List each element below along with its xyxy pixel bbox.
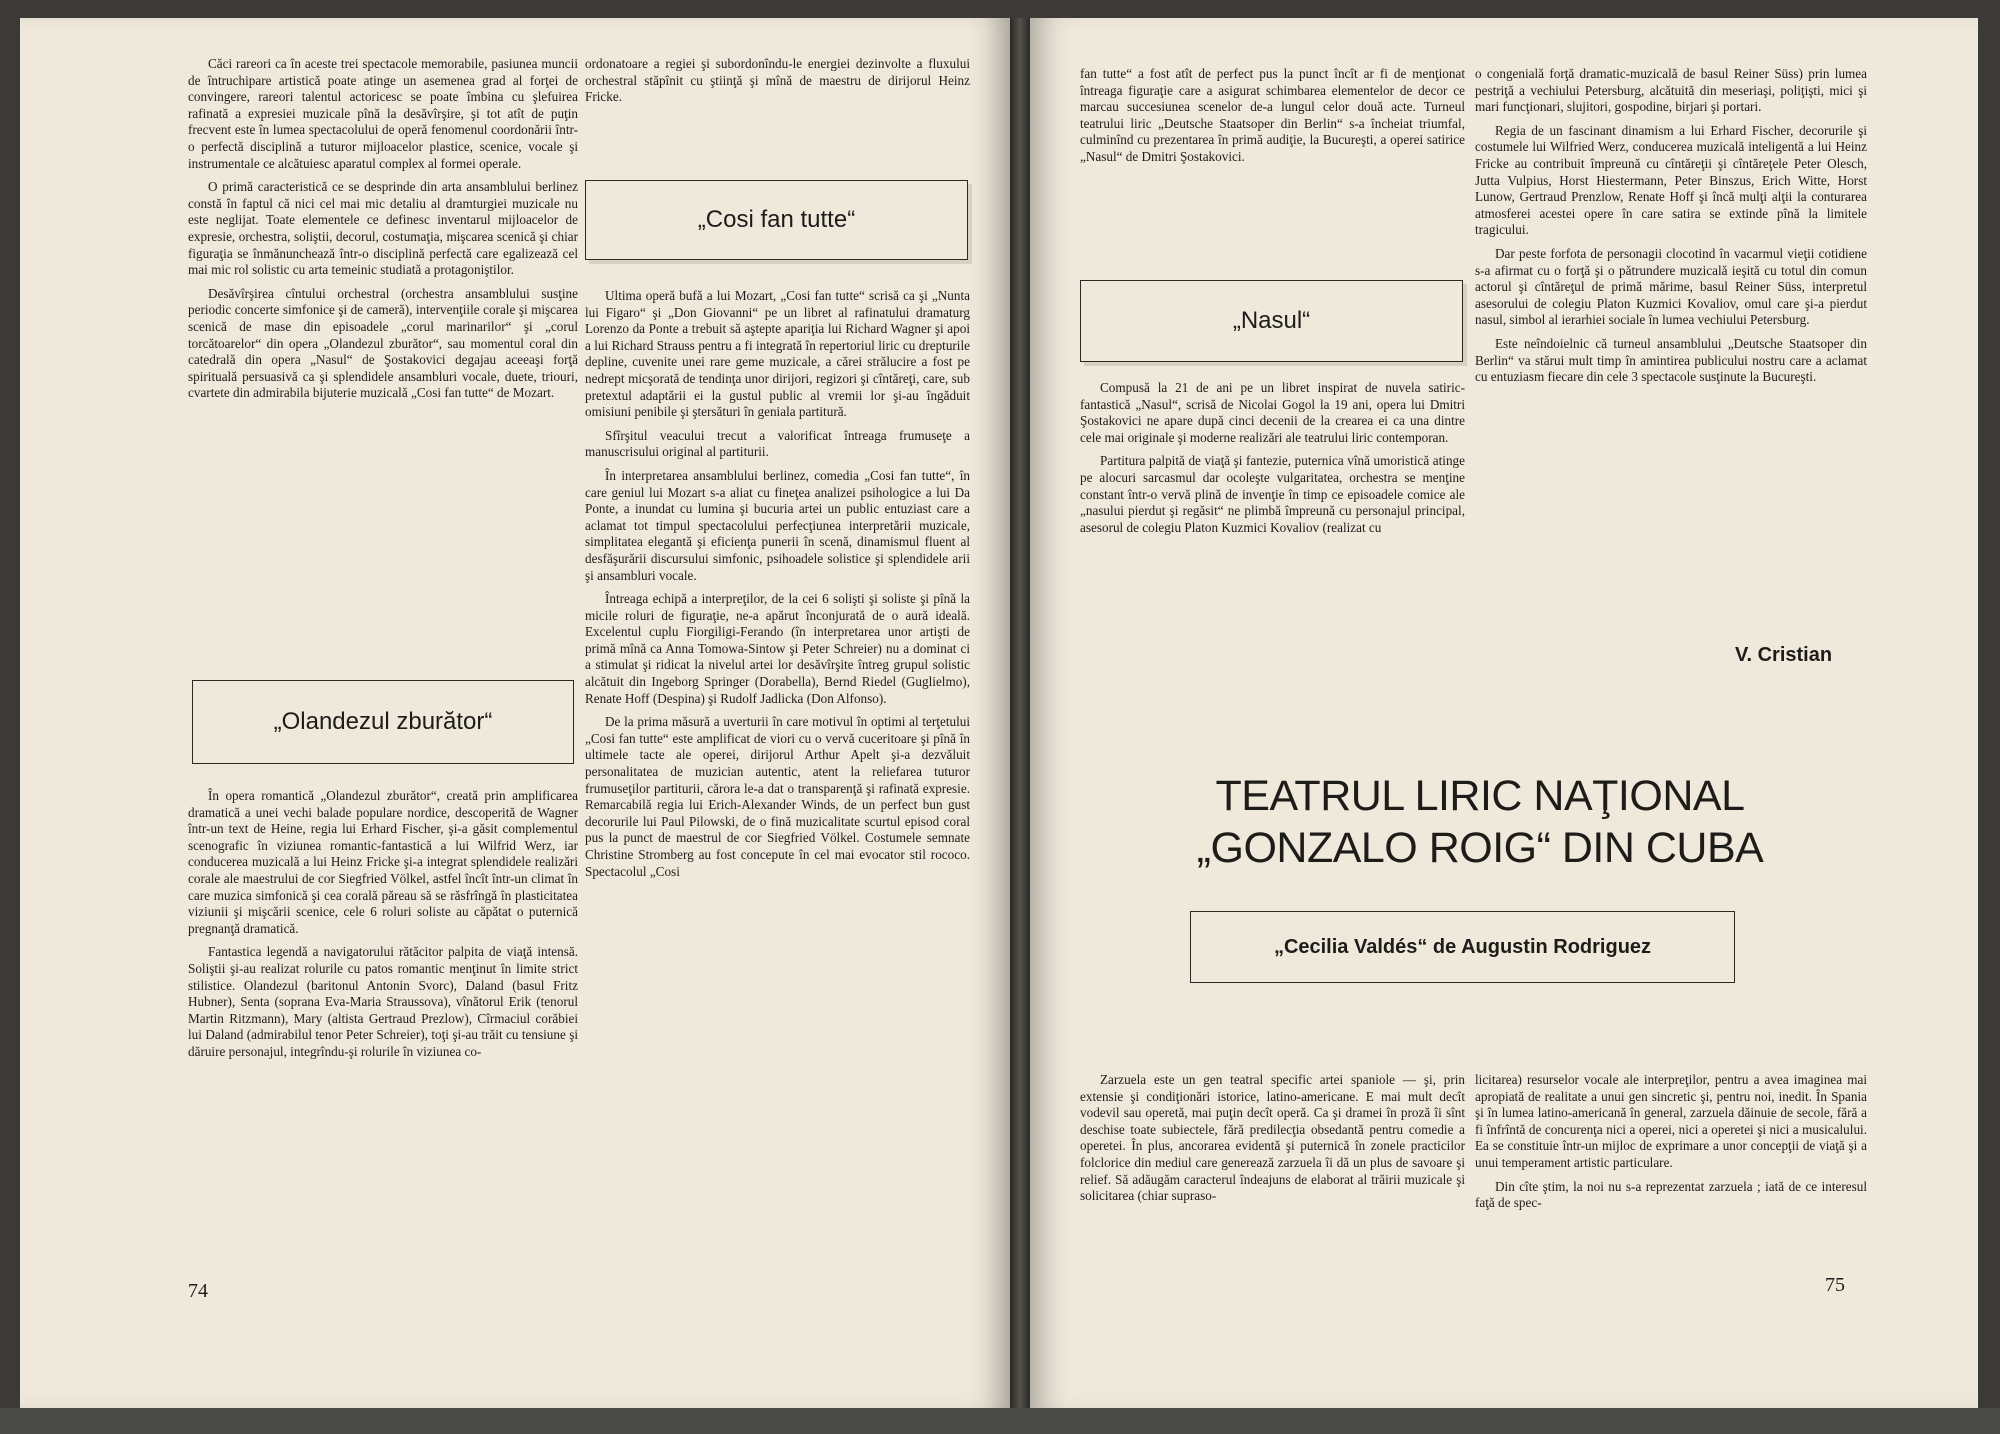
section-title: „Nasul“ xyxy=(1232,307,1311,334)
author-signature: V. Cristian xyxy=(1735,644,1833,666)
paragraph: Din cîte ştim, la noi nu s-a reprezentat zarzuela ; iată de ce interesul faţă de spec- xyxy=(1475,1178,1867,1211)
paragraph: Fantastica legendă a navigatorului rătăcitor palpita de viaţă intensă. Soliştii şi-au realizat rolurile cu patos romantic menţinut în limite strict stilistice. Olandezul (baritonul Antonin Svorc), Daland (basul Fritz Hubner), Senta (soprana Eva-Maria Straussova), vînătorul Erik (tenorul Martin Ritzmann), Mary (altista Gertraud Prezlow), Cîrmaciul corăbiei lui Daland (admirabilul tenor Peter Schreier), toţi şi-au trăit cu tensiune şi dăruire personajul, integrîndu-şi rolurile în viziunea co- xyxy=(188,944,578,1059)
section-title-box-cecilia xyxy=(1190,911,1735,983)
section-title: „Olandezul zburător“ xyxy=(273,708,493,735)
column-1-top xyxy=(188,56,578,409)
paragraph: licitarea) resurselor vocale ale interpreţilor, pentru a avea imaginea mai apropiată de realitate a unui gen sincretic şi, pentru noi, inedit. În Spania şi în lumea latino-americană în general, zarzuela dăinuie de secole, fără a fi înfrîntă de concurenţa nici a operei, nici a operetei şi nici a musicalului. Ea se constituie într-un mijloc de exprimare a unor concepţii de viaţă şi a unui temperament artistic particulare. xyxy=(1475,1072,1867,1170)
paragraph: Zarzuela este un gen teatral specific artei spaniole — şi, prin extensie şi condiţionări istorice, latino-americane. E mai mult decît vodevil sau operetă, mai puţin decît operă. Ca şi dramei în proză îi sînt deschise toate subiectele, fără predilecţia obsedantă pentru comedie a operetei. În plus, ancorarea evidentă şi puternică în zonele practicilor folclorice din mediul care generează zarzuela îi dă un plus de savoare şi relief. Să adăugăm caracterul îndeajuns de elaborat al trăirii muzicale şi solicitarea (chiar supraso- xyxy=(1080,1072,1465,1204)
paragraph: Regia de un fascinant dinamism a lui Erhard Fischer, decorurile şi costumele lui Wilfried Werz, conducerea muzicală inteligentă a lui Heinz Fricke au contribuit împreună cu cîntăreţii şi cîntăreţele Peter Olesch, Jutta Vulpius, Horst Hiestermann, Peter Binszus, Erich Witte, Horst Lunow, Gertraud Prenzlow, Renate Hoff şi încă mulţi alţii la conturarea atmosferei acestei opere în care satira se extinde pînă la limitele tragicului. xyxy=(1475,122,1867,238)
paragraph: În opera romantică „Olandezul zburător“, creată prin amplificarea dramatică a unei vechi balade populare nordice, descoperită de Wagner într-un text de Heine, regia lui Erhard Fischer, şi-a găsit complementul scenografic în viziunea romantic-fantastică a lui Wilfrid Werz, iar conducerea muzicală a lui Heinz Fricke şi-a integrat splendidele realizări corale ale maestrului de cor Siegfried Völkel, astfel încît într-un climat în care muzica simfonică şi cea corală păreau să se răsfrîngă în plasticitatea viziunii şi mişcării scenice, cele 6 roluri soliste au căpătat o puternică pregnanţă dramatică. xyxy=(188,788,578,936)
headline-line-2: „GONZALO ROIG“ DIN CUBA xyxy=(1196,824,1764,872)
paragraph: o congenială forţă dramatic-muzicală de basul Reiner Süss) prin lumea pestriţă a vechiului Petersburg, alcătuită din meseriaşi, poliţişti, mici şi mari funcţionari, slujitori, gospodine, birjari şi portari. xyxy=(1475,66,1867,115)
column-5 xyxy=(1080,1072,1465,1212)
column-3 xyxy=(1080,380,1465,543)
paragraph: O primă caracteristică ce se desprinde din arta ansamblului berlinez constă în faptul că nici cel mai mic detaliu al dramturgiei muzicale nu este neglijat. Toate elementele ce definesc inventarul mijloacelor de expresie, orchestra, soliştii, decorul, costumaţia, mişcarea scenică şi chiar figuraţia se înmănunchează într-o disciplină perfectă care egalizează cel mai mic rol solistic cu arta temeinic studiată a protagoniştilor. xyxy=(188,179,578,278)
section-title: „Cosi fan tutte“ xyxy=(697,206,856,233)
column-1-bottom xyxy=(188,788,578,1068)
paragraph: Desăvîrşirea cîntului orchestral (orchestra ansamblului susţine periodic concerte simfonice şi de cameră), intervenţiile corale şi mişcarea scenică de mase din episoadele „corul marinarilor“ şi „corul torcătoarelor“ din opera „Olandezul zburător“, sau momentul coral din catedrală din opera „Nasul“ de Şostakovici degajau aceeaşi forţă spirituală persuasivă ca şi splendidele ansambluri vocale, duete, triouri, cvartete din admirabila bijuterie muzicală „Cosi fan tutte“ de Mozart. xyxy=(188,285,578,401)
paragraph: ordonatoare a regiei şi subordonîndu-le energiei dezinvolte a fluxului orchestral stăpînit cu ştiinţă şi mînă de maestru de dirijorul Heinz Fricke. xyxy=(585,56,970,105)
section-title-box-nasul xyxy=(1080,280,1463,362)
article-headline xyxy=(1100,770,1860,874)
book-gutter xyxy=(1010,18,1030,1408)
paragraph: Dar peste forfota de personagii clocotind în vacarmul vieţii cotidiene s-a afirmat cu o forţă şi o pătrundere muzicală ieşită cu totul din comun actorul şi cîntăreţul de primă mărime, basul Reiner Süss, interpretul asesorului de colegiu Platon Kuzmici Kovaliov, omul care şi-a pierdut nasul, simbol al ierarhiei sociale în lumea vechiului Petersburg. xyxy=(1475,245,1867,328)
left-page xyxy=(20,18,1010,1408)
paragraph: De la prima măsură a uverturii în care motivul în optimi al terţetului „Cosi fan tutte“ este amplificat de viori cu o vervă cuceritoare şi pînă în ultimele tacte ale operei, dirijorul Arthur Apelt şi-a dezvăluit personalitatea de muzician autentic, atent la reliefarea tuturor frumuseţilor partiturii, cărora le-a dat o transparenţă şi rafinată expresie. Remarcabilă regia lui Erich-Alexander Winds, de un perfect bun gust decorurile lui Paul Pilowski, de o fină muzicalitate scurtul episod coral pus la punct de maestrul de cor Siegfried Völkel. Costumele semnate Christine Stromberg au fost concepute în cel mai evocator stil rococo. Spectacolul „Cosi xyxy=(585,714,970,879)
section-title: „Cecilia Valdés“ de Augustin Rodriguez xyxy=(1273,935,1652,958)
page-number-right: 75 xyxy=(1825,1274,1845,1296)
book-bottom-edge xyxy=(0,1408,2000,1434)
column-3-top xyxy=(1080,66,1465,173)
paragraph: fan tutte“ a fost atît de perfect pus la punct încît ar fi de menţionat întreaga figuraţie care a asigurat schimbarea elementelor de decor ce marcau succesiunea scenelor de-a lungul celor două acte. Turneul teatrului liric „Deutsche Staatsoper din Berlin“ s-a încheiat triumfal, culminînd cu prezentarea în primă audiţie, la Bucureşti, a operei satirice „Nasul“ de Dmitri Şostakovici. xyxy=(1080,66,1465,164)
headline-line-1: TEATRUL LIRIC NAŢIONAL xyxy=(1215,772,1745,820)
column-2-top xyxy=(585,56,970,113)
column-6 xyxy=(1475,1072,1867,1219)
paragraph: Compusă la 21 de ani pe un libret inspirat de nuvela satiric-fantastică „Nasul“, scrisă de Nicolai Gogol la 19 ani, opera lui Dmitri Şostakovici ne apare după cinci decenii de la crearea ei ca una dintre cele mai originale şi moderne realizări ale teatrului liric contemporan. xyxy=(1080,380,1465,445)
paragraph: Sfîrşitul veacului trecut a valorificat întreaga frumuseţe a manuscrisului original al partiturii. xyxy=(585,427,970,460)
paragraph: Întreaga echipă a interpreţilor, de la cei 6 solişti şi soliste şi pînă la micile roluri de figuraţie, ne-a apărut înconjurată de o aură ideală. Excelentul cuplu Fiorgiligi-Ferando (în interpretarea unor artişti de primă mînă ca Anna Tomowa-Sintow şi Peter Schreier) nu a dominat ci a stimulat şi ridicat la nivelul artei lor desăvîrşite întreg grupul solistic alcătuit din Ingeborg Springer (Dorabella), Bernd Riedel (Guglielmo), Renate Hoff (Despina) şi Rudolf Jadlicka (Don Alfonso). xyxy=(585,591,970,706)
column-2 xyxy=(585,288,970,887)
right-page xyxy=(1030,18,1978,1408)
page-number-left: 74 xyxy=(188,1280,208,1302)
section-title-box-olandezul xyxy=(192,680,574,764)
paragraph: Este neîndoielnic că turneul ansamblului „Deutsche Staatsoper din Berlin“ va stărui mult timp în amintirea publicului nostru care a aclamat cu entuziasm fiecare din cele 3 spectacole susţinute la Bucureşti. xyxy=(1475,335,1867,385)
paragraph: Căci rareori ca în aceste trei spectacole memorabile, pasiunea muncii de întruchipare artistică poate atinge un asemenea grad al forţei de convingere, rareori talentul actoricesc se poate îmbina cu şlefuirea rafinată a expresiei muzicale pînă la desăvîrşire, şi tot atît de puţin frecvent este în lumea spectacolului de operă fenomenul coordonării într-o perfectă disciplină a tuturor mijloacelor plastice, scenice, vocale şi instrumentale ce alcătuiesc aparatul complex al formei operale. xyxy=(188,56,578,171)
section-title-box-cosi xyxy=(585,180,968,260)
paragraph: Ultima operă bufă a lui Mozart, „Cosi fan tutte“ scrisă ca şi „Nunta lui Figaro“ şi „Don Giovanni“ pe un libret al rafinatului dramaturg Lorenzo da Ponte a trebuit să aştepte apariţia lui Richard Wagner şi apoi a lui Richard Strauss pentru a fi integrată în repertoriul liric cu drepturile depline, cuvenite unei rare geme muzicale, a cărei strălucire a fost pe nedrept micşorată de tendinţa unor dirijori, regizori şi cîntăreţi, care, sub pretextul adaptării ei la gustul public al vremii lor şi-au îngăduit omisiuni penibile şi ştersături în geniala partitură. xyxy=(585,288,970,420)
column-4 xyxy=(1475,66,1867,393)
paragraph: În interpretarea ansamblului berlinez, comedia „Cosi fan tutte“, în care geniul lui Mozart s-a aliat cu fineţea analizei psihologice a lui Da Ponte, a inundat cu lumina şi bucuria artei un public entuziast care a aclamat tot timpul spectacolului perfecţiunea interpretării muzicale, simplitatea elegantă şi eficienţa punerii în scenă, dinamismul fluent al desfăşurării discursului simfonic, psihoadele solistice şi splendidele arii şi ansambluri vocale. xyxy=(585,467,970,583)
paragraph: Partitura palpită de viaţă şi fantezie, puternica vînă umoristică atinge pe alocuri sarcasmul dar ocoleşte vulgaritatea, orchestra se menţine constant într-o vervă plină de invenţie în timp ce episoadele comice ale „nasului pierdut şi regăsit“ ne plimbă împreună cu personajul principal, asesorul de colegiu Platon Kuzmici Kovaliov (realizat cu xyxy=(1080,453,1465,535)
